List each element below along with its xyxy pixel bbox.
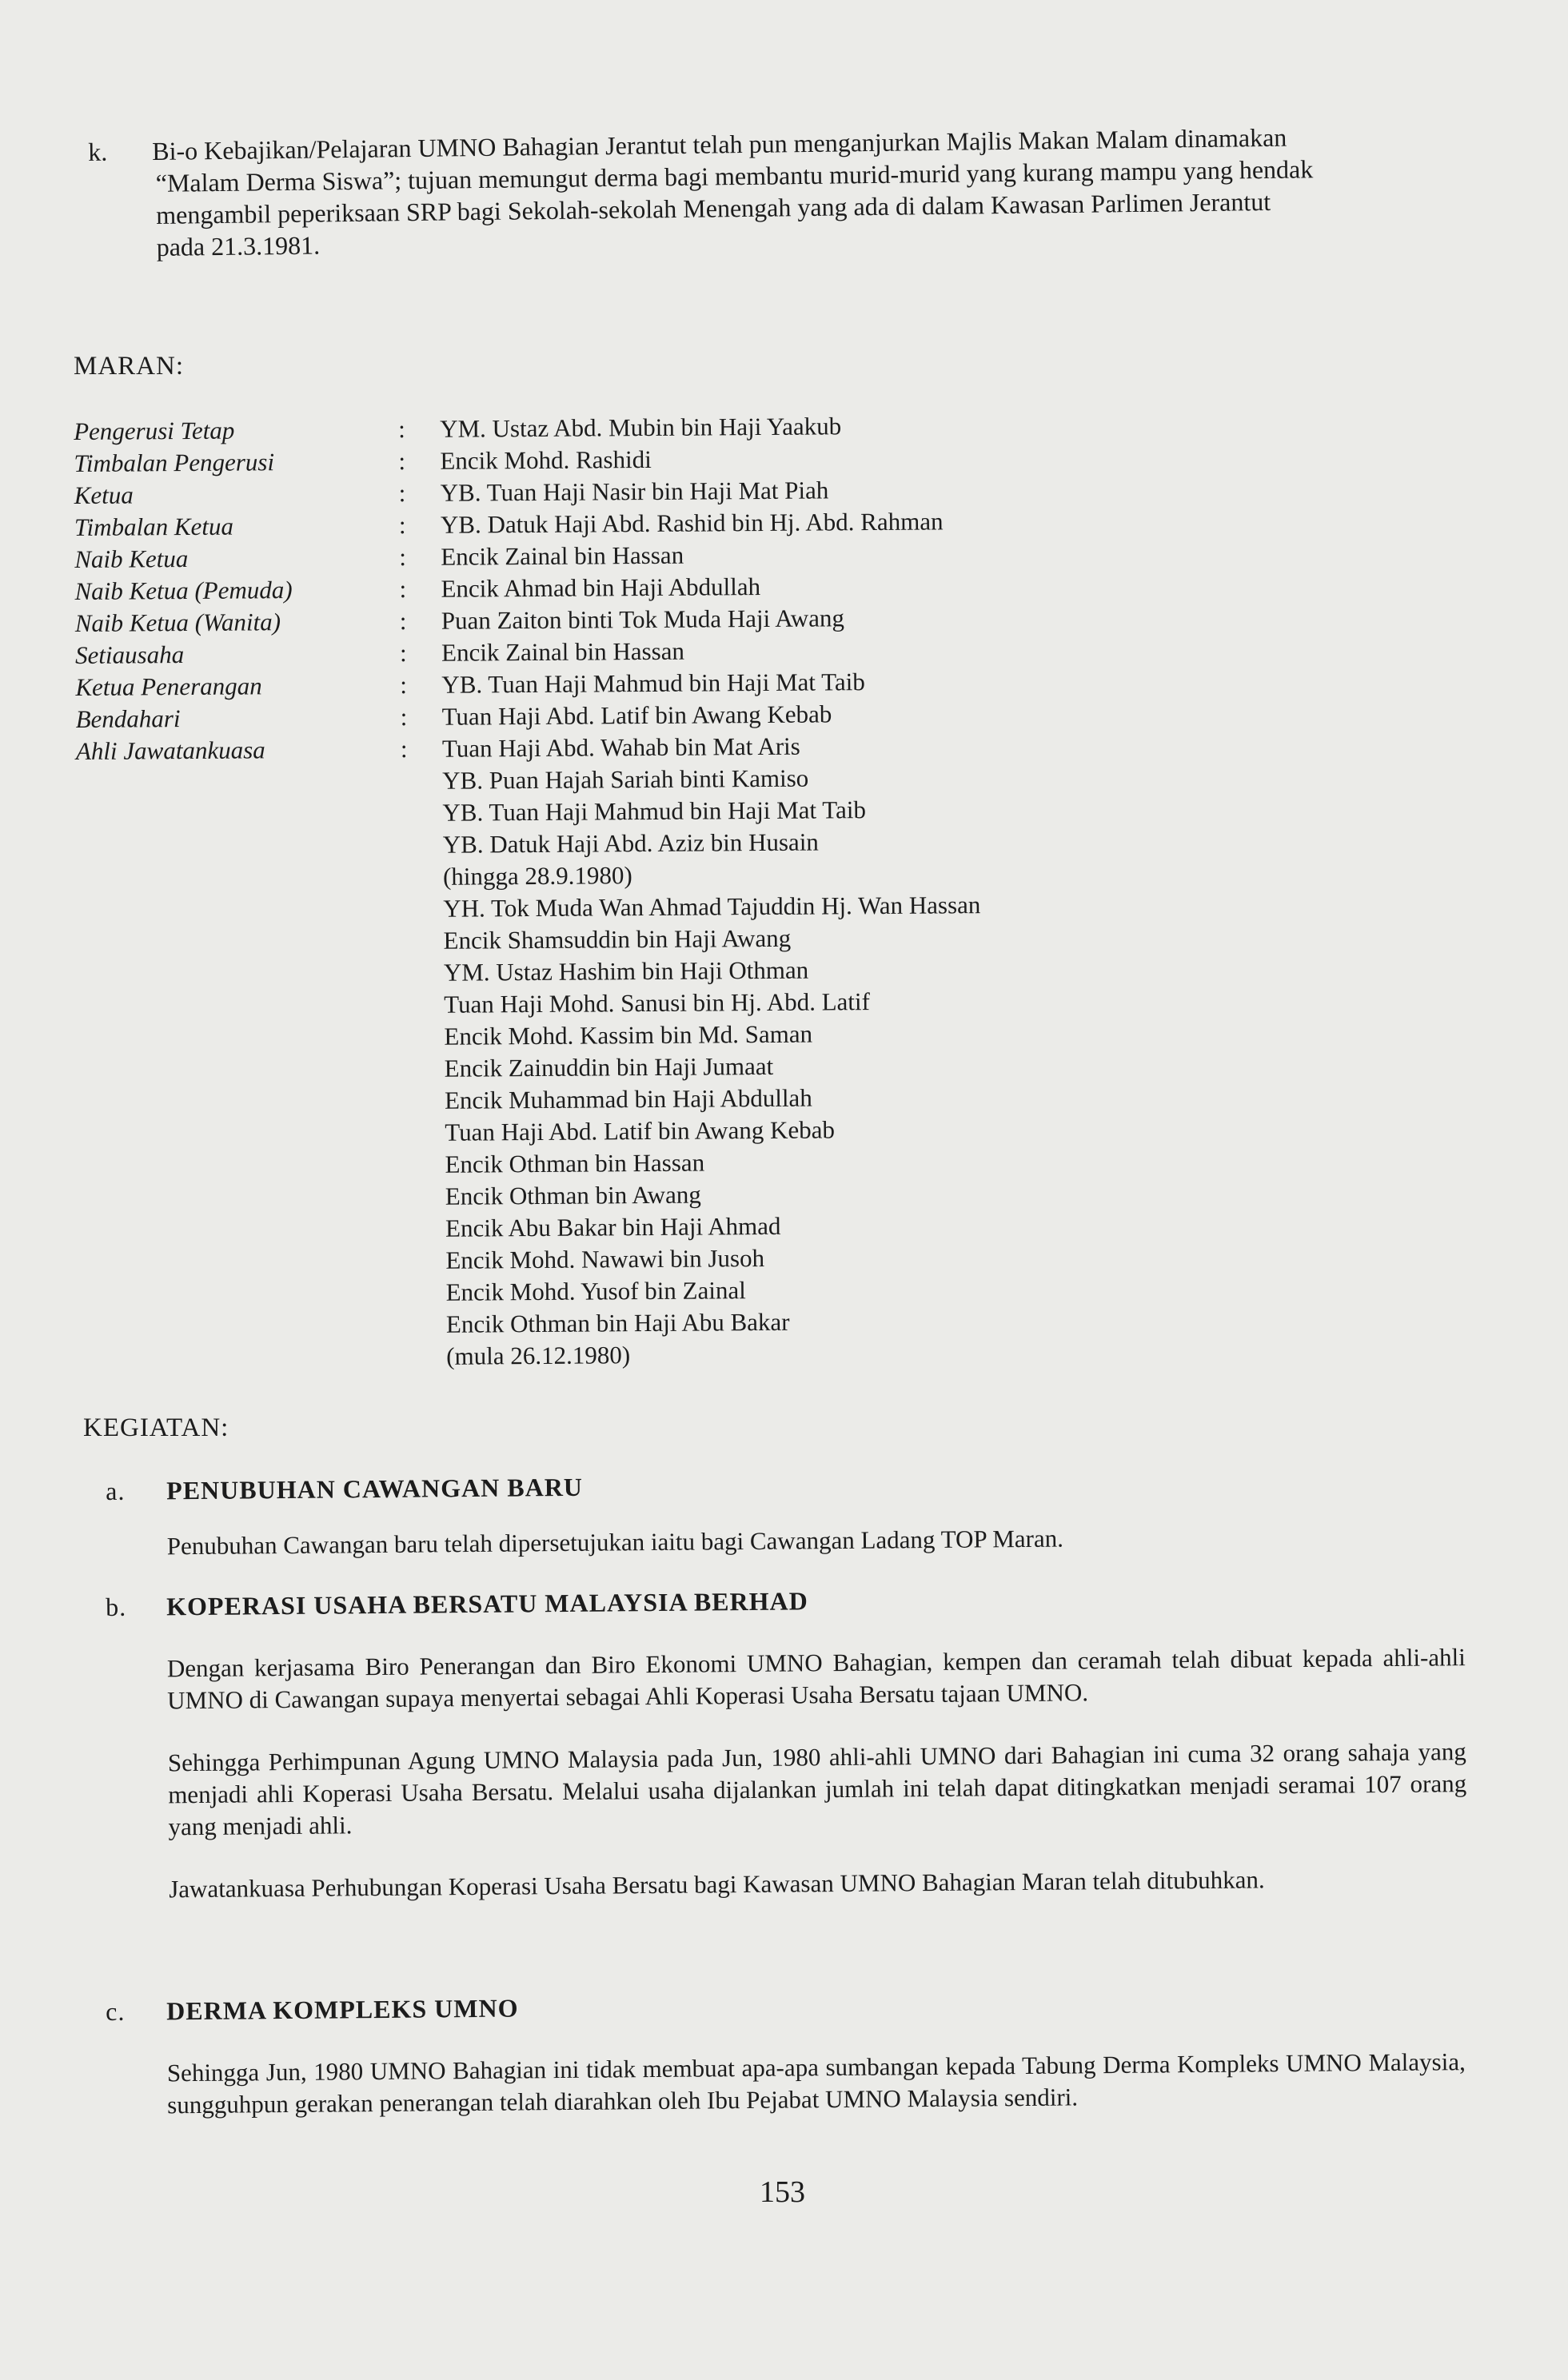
committee-member-name: Tuan Haji Abd. Latif bin Awang Kebab [441, 700, 832, 731]
committee-colon: : [398, 415, 405, 444]
section-b-title: KOPERASI USAHA BERSATU MALAYSIA BERHAD [166, 1586, 808, 1621]
committee-colon [396, 765, 442, 797]
section-b [106, 1579, 1467, 1906]
committee-colon [397, 893, 443, 925]
committee-colon [400, 1277, 446, 1309]
committee-colon [398, 1117, 445, 1149]
committee-member-name: Encik Abu Bakar bin Haji Ahmad [445, 1211, 781, 1242]
committee-member-name: (hingga 28.9.1980) [442, 861, 632, 891]
section-c-paragraph-1: Sehingga Jun, 1980 UMNO Bahagian ini tidak membuat apa-apa sumbangan kepada Tabung Derma Kompleks UMNO Malaysia, sungguhpun gerakan penerangan telah diarahkan oleh Ibu Pejabat UMNO Malaysia sendiri. [166, 2047, 1466, 2119]
committee-member-name: Encik Mohd. Kassim bin Md. Saman [444, 1019, 813, 1050]
committee-colon: : [399, 575, 407, 604]
committee-role-label [78, 1149, 398, 1183]
committee-role-label: Bendahari [75, 704, 181, 733]
committee-member-name: Tuan Haji Abd. Wahab bin Mat Aris [441, 732, 800, 763]
committee-member-name: Encik Othman bin Hassan [445, 1148, 705, 1178]
page-number: 153 [760, 2175, 805, 2209]
committee-role-label [77, 829, 397, 863]
section-a-letter: a. [106, 1476, 126, 1505]
section-b-paragraph-2: Sehingga Perhimpunan Agung UMNO Malaysia pada Jun, 1980 ahli-ahli UMNO dari Bahagian ini cuma 32 orang sahaja yang menjadi ahli Koperasi Usaha Bersatu. Melalui usaha dijalankan jumlah ini telah dapat ditingkatkan menjadi seramai 107 orang yang menjadi ahli. [167, 1737, 1467, 1841]
committee-colon [396, 797, 442, 829]
committee-colon: : [399, 543, 406, 572]
committee-role-label [78, 1053, 398, 1087]
committee-member-name: Encik Zainal bin Hassan [441, 540, 684, 571]
committee-member-name: (mula 26.12.1980) [446, 1341, 631, 1370]
committee-role-label: Setiausaha [74, 640, 185, 669]
committee-role-label [80, 1341, 400, 1375]
section-b-paragraph-1: Dengan kerjasama Biro Penerangan dan Biro Ekonomi UMNO Bahagian, kempen dan ceramah telah dibuat kepada ahli-ahli UMNO di Cawangan supaya menyertai sebagai Ahli Koperasi Usaha Bersatu tajaan UMNO. [166, 1643, 1466, 1715]
intro-line-4: pada 21.3.1981. [156, 230, 321, 261]
intro-line-2: “Malam Derma Siswa”; tujuan memungut derma bagi membantu murid-murid yang kurang mampu yang hendak [155, 154, 1314, 197]
committee-colon [397, 829, 443, 861]
committee-role-label: Timbalan Pengerusi [74, 448, 275, 477]
committee-colon [397, 957, 444, 989]
committee-colon: : [398, 447, 406, 476]
committee-member-name: YB. Tuan Haji Nasir bin Haji Mat Piah [440, 476, 829, 507]
committee-colon [400, 1341, 446, 1373]
committee-role-label [78, 989, 397, 1023]
intro-item-k [88, 119, 1457, 264]
committee-member-name: Encik Othman bin Haji Abu Bakar [445, 1307, 790, 1338]
committee-role-label [80, 1309, 400, 1343]
maran-heading: MARAN: [74, 352, 185, 381]
committee-role-label: Ketua Penerangan [75, 672, 262, 701]
committee-role-label [76, 765, 396, 799]
section-b-paragraph-3: Jawatankuasa Perhubungan Koperasi Usaha Bersatu bagi Kawasan UMNO Bahagian Maran telah ditubuhkan. [169, 1865, 1265, 1904]
committee-member-name: Encik Mohd. Rashidi [440, 445, 652, 475]
committee-member-name: YB. Tuan Haji Mahmud bin Haji Mat Taib [441, 668, 865, 699]
section-c-title: DERMA KOMPLEKS UMNO [166, 1993, 519, 2026]
committee-role-label [79, 1181, 399, 1215]
committee-colon: : [400, 671, 408, 700]
committee-member-name: Encik Shamsuddin bin Haji Awang [443, 923, 792, 955]
committee-colon [397, 861, 443, 893]
section-b-title-row [106, 1579, 1465, 1623]
committee-role-label [79, 1245, 399, 1279]
kegiatan-heading: KEGIATAN: [83, 1413, 229, 1442]
committee-colon: : [398, 511, 406, 540]
committee-role-label [77, 893, 397, 927]
committee-member-name: Encik Mohd. Nawawi bin Jusoh [445, 1243, 765, 1274]
committee-role-label [77, 925, 397, 959]
committee-role-label: Ahli Jawatankuasa [75, 736, 265, 765]
committee-colon [399, 1213, 445, 1245]
committee-colon: : [400, 703, 408, 732]
section-a [106, 1463, 1466, 1563]
committee-role-label [78, 1021, 397, 1055]
committee-role-label: Ketua [74, 480, 134, 509]
intro-line-1: Bi-o Kebajikan/Pelajaran UMNO Bahagian Jerantut telah pun menganjurkan Majlis Makan Malam dinamakan [152, 122, 1287, 166]
committee-member-name: Encik Zainal bin Hassan [441, 636, 685, 667]
committee-role-label [78, 957, 397, 991]
committee-colon [397, 1021, 444, 1053]
committee-role-label [77, 861, 397, 895]
committee-colon [397, 925, 443, 957]
committee-role-label [79, 1213, 399, 1247]
committee-member-name: YB. Tuan Haji Mahmud bin Haji Mat Taib [442, 795, 867, 827]
committee-role-label: Naib Ketua (Wanita) [74, 608, 281, 637]
section-a-paragraph-1: Penubuhan Cawangan baru telah dipersetujukan iaitu bagi Cawangan Ladang TOP Maran. [166, 1524, 1064, 1561]
committee-role-label [80, 1277, 400, 1311]
committee-role-label [78, 1117, 398, 1151]
committee-member-name: YM. Ustaz Abd. Mubin bin Haji Yaakub [440, 412, 842, 443]
committee-role-label [78, 1085, 398, 1119]
committee-colon [399, 1245, 445, 1277]
committee-member-name: Encik Zainuddin bin Haji Jumaat [444, 1051, 774, 1082]
committee-colon: : [399, 639, 407, 668]
committee-role-label: Naib Ketua [74, 544, 189, 573]
committee-list [74, 406, 1503, 1375]
committee-colon [400, 1309, 446, 1341]
committee-colon [399, 1181, 445, 1213]
committee-member-name: Encik Ahmad bin Haji Abdullah [441, 572, 761, 603]
committee-member-name: YM. Ustaz Hashim bin Haji Othman [443, 955, 809, 987]
committee-role-label: Timbalan Ketua [74, 512, 234, 541]
committee-member-name: Encik Muhammad bin Haji Abdullah [444, 1083, 812, 1114]
committee-role-label [76, 797, 396, 831]
committee-member-name: Tuan Haji Abd. Latif bin Awang Kebab [445, 1115, 836, 1146]
committee-colon: : [399, 607, 407, 636]
committee-colon [397, 989, 444, 1021]
section-a-title-row [106, 1463, 1465, 1507]
committee-member-name: YH. Tok Muda Wan Ahmad Tajuddin Hj. Wan Hassan [443, 891, 981, 923]
committee-member-name: YB. Puan Hajah Sariah binti Kamiso [442, 763, 809, 795]
committee-member-name: Encik Mohd. Yusof bin Zainal [445, 1276, 746, 1306]
intro-marker: k. [88, 137, 108, 166]
committee-member-name: Tuan Haji Mohd. Sanusi bin Hj. Abd. Latif [444, 987, 871, 1019]
committee-colon: : [400, 735, 408, 763]
committee-role-label: Naib Ketua (Pemuda) [74, 576, 293, 605]
committee-colon [398, 1085, 445, 1117]
section-c [106, 1983, 1466, 2122]
intro-line-3: mengambil peperiksaan SRP bagi Sekolah-sekolah Menengah yang ada di dalam Kawasan Parlimen Jerantut [155, 186, 1271, 229]
committee-member-name: Puan Zaiton binti Tok Muda Haji Awang [441, 604, 845, 635]
committee-colon: : [398, 479, 406, 508]
section-c-title-row [106, 1983, 1465, 2027]
committee-member-name: YB. Datuk Haji Abd. Rashid bin Hj. Abd. Rahman [440, 507, 944, 539]
section-b-letter: b. [106, 1592, 127, 1621]
section-c-letter: c. [106, 1996, 126, 2026]
section-a-title: PENUBUHAN CAWANGAN BARU [166, 1472, 584, 1505]
committee-member-name: Encik Othman bin Awang [445, 1180, 701, 1210]
committee-colon [398, 1053, 445, 1085]
committee-role-label: Pengerusi Tetap [74, 416, 235, 445]
committee-member-name: YB. Datuk Haji Abd. Aziz bin Husain [442, 827, 819, 859]
committee-colon [398, 1149, 445, 1181]
